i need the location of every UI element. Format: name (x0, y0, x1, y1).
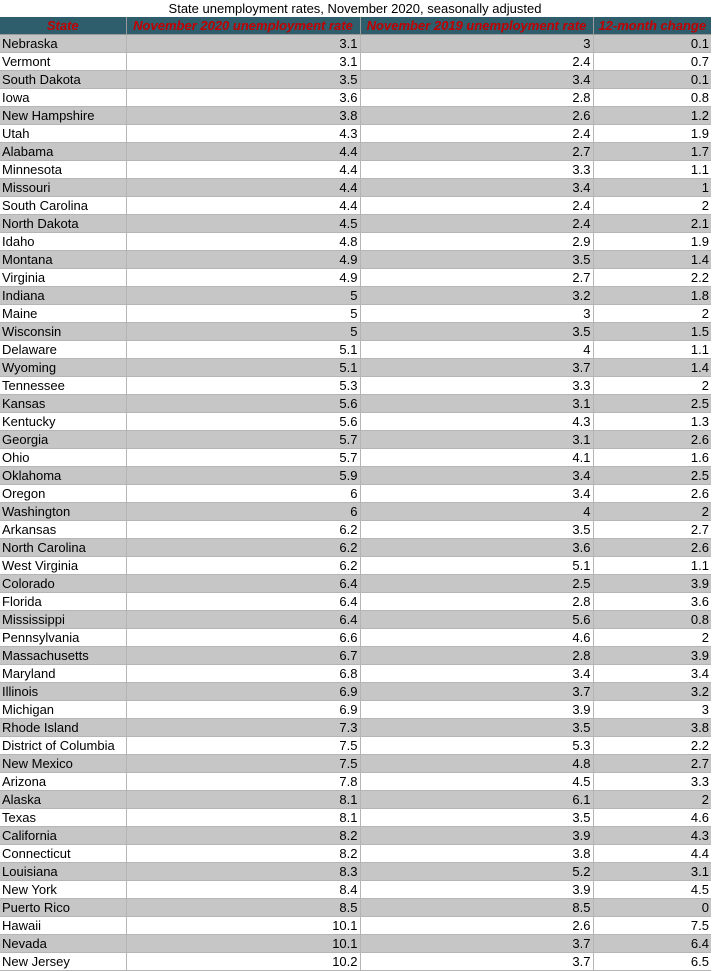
nov-2020-rate-cell: 3.1 (126, 53, 360, 71)
nov-2020-rate-cell: 3.8 (126, 107, 360, 125)
nov-2019-rate-cell: 2.6 (360, 107, 593, 125)
change-cell: 2.5 (593, 467, 711, 485)
table-row (0, 179, 711, 197)
table-row (0, 647, 711, 665)
nov-2019-rate-cell: 2.4 (360, 197, 593, 215)
state-cell: Idaho (0, 233, 126, 251)
state-cell: Nebraska (0, 35, 126, 53)
change-cell: 2.7 (593, 755, 711, 773)
change-cell: 2.6 (593, 431, 711, 449)
state-cell: Kentucky (0, 413, 126, 431)
table-row (0, 467, 711, 485)
table-row (0, 125, 711, 143)
nov-2020-rate-cell: 4.3 (126, 125, 360, 143)
table-row (0, 377, 711, 395)
table-title: State unemployment rates, November 2020, seasonally adjusted (168, 1, 542, 16)
nov-2020-rate-cell: 4.9 (126, 251, 360, 269)
change-cell: 0.8 (593, 89, 711, 107)
nov-2020-rate-cell: 6.8 (126, 665, 360, 683)
state-cell: Oklahoma (0, 467, 126, 485)
nov-2020-rate-cell: 10.2 (126, 953, 360, 971)
state-cell: Virginia (0, 269, 126, 287)
change-cell: 4.5 (593, 881, 711, 899)
table-row (0, 287, 711, 305)
nov-2020-rate-cell: 8.2 (126, 845, 360, 863)
change-cell: 2.2 (593, 737, 711, 755)
table-row (0, 755, 711, 773)
table-row (0, 665, 711, 683)
state-cell: Wisconsin (0, 323, 126, 341)
state-cell: Utah (0, 125, 126, 143)
state-cell: Delaware (0, 341, 126, 359)
nov-2019-rate-cell: 2.4 (360, 125, 593, 143)
change-cell: 4.4 (593, 845, 711, 863)
table-row (0, 917, 711, 935)
change-cell: 3 (593, 701, 711, 719)
change-cell: 1.5 (593, 323, 711, 341)
change-cell: 4.3 (593, 827, 711, 845)
state-cell: Pennsylvania (0, 629, 126, 647)
nov-2019-rate-cell: 3.9 (360, 881, 593, 899)
nov-2020-rate-cell: 5.6 (126, 413, 360, 431)
state-cell: Arkansas (0, 521, 126, 539)
change-cell: 6.5 (593, 953, 711, 971)
nov-2020-rate-cell: 6 (126, 485, 360, 503)
nov-2019-rate-cell: 3.4 (360, 485, 593, 503)
state-cell: North Dakota (0, 215, 126, 233)
nov-2020-rate-cell: 4.4 (126, 161, 360, 179)
table-row (0, 269, 711, 287)
table-row (0, 107, 711, 125)
table-row (0, 719, 711, 737)
table-row (0, 359, 711, 377)
change-cell: 2 (593, 629, 711, 647)
nov-2019-rate-cell: 6.1 (360, 791, 593, 809)
table-row (0, 233, 711, 251)
nov-2019-rate-cell: 2.9 (360, 233, 593, 251)
nov-2019-rate-cell: 3.1 (360, 395, 593, 413)
nov-2020-rate-cell: 5 (126, 305, 360, 323)
table-row (0, 341, 711, 359)
table-row (0, 251, 711, 269)
change-cell: 1.9 (593, 233, 711, 251)
nov-2020-rate-cell: 4.9 (126, 269, 360, 287)
nov-2020-rate-cell: 6.4 (126, 611, 360, 629)
table-row (0, 521, 711, 539)
table-row (0, 143, 711, 161)
state-cell: Connecticut (0, 845, 126, 863)
table-row (0, 881, 711, 899)
table-row (0, 557, 711, 575)
nov-2020-rate-cell: 7.5 (126, 755, 360, 773)
change-cell: 1.9 (593, 125, 711, 143)
change-cell: 1.2 (593, 107, 711, 125)
change-cell: 3.4 (593, 665, 711, 683)
change-cell: 1.6 (593, 449, 711, 467)
table-row (0, 953, 711, 971)
nov-2019-rate-cell: 5.6 (360, 611, 593, 629)
nov-2020-rate-cell: 6.2 (126, 521, 360, 539)
state-cell: Georgia (0, 431, 126, 449)
change-cell: 3.9 (593, 647, 711, 665)
state-cell: Wyoming (0, 359, 126, 377)
nov-2020-rate-cell: 8.1 (126, 809, 360, 827)
change-cell: 6.4 (593, 935, 711, 953)
state-cell: Michigan (0, 701, 126, 719)
nov-2019-rate-cell: 3.7 (360, 359, 593, 377)
column-header-12-month-change: 12-month change (593, 17, 711, 35)
nov-2019-rate-cell: 3.2 (360, 287, 593, 305)
nov-2019-rate-cell: 3.5 (360, 323, 593, 341)
state-cell: Louisiana (0, 863, 126, 881)
table-row (0, 485, 711, 503)
change-cell: 0.1 (593, 35, 711, 53)
table-row (0, 395, 711, 413)
nov-2019-rate-cell: 4 (360, 503, 593, 521)
nov-2019-rate-cell: 5.2 (360, 863, 593, 881)
state-cell: Texas (0, 809, 126, 827)
table-row (0, 539, 711, 557)
nov-2020-rate-cell: 5 (126, 287, 360, 305)
nov-2020-rate-cell: 8.3 (126, 863, 360, 881)
change-cell: 0.1 (593, 71, 711, 89)
state-cell: Washington (0, 503, 126, 521)
table-row (0, 899, 711, 917)
table-row (0, 701, 711, 719)
change-cell: 2.6 (593, 485, 711, 503)
nov-2019-rate-cell: 2.7 (360, 143, 593, 161)
header-row (0, 17, 711, 35)
change-cell: 3.6 (593, 593, 711, 611)
nov-2019-rate-cell: 3.5 (360, 719, 593, 737)
nov-2019-rate-cell: 3.5 (360, 809, 593, 827)
nov-2019-rate-cell: 3.4 (360, 665, 593, 683)
nov-2020-rate-cell: 6.2 (126, 557, 360, 575)
state-cell: New Hampshire (0, 107, 126, 125)
nov-2019-rate-cell: 3.9 (360, 827, 593, 845)
state-cell: Missouri (0, 179, 126, 197)
table-row (0, 611, 711, 629)
nov-2019-rate-cell: 3.4 (360, 71, 593, 89)
nov-2019-rate-cell: 3.5 (360, 251, 593, 269)
change-cell: 3.2 (593, 683, 711, 701)
state-cell: South Dakota (0, 71, 126, 89)
nov-2020-rate-cell: 4.4 (126, 143, 360, 161)
table-row (0, 737, 711, 755)
nov-2019-rate-cell: 4.5 (360, 773, 593, 791)
state-cell: Tennessee (0, 377, 126, 395)
state-cell: Ohio (0, 449, 126, 467)
nov-2019-rate-cell: 3 (360, 305, 593, 323)
nov-2019-rate-cell: 3.6 (360, 539, 593, 557)
state-cell: Colorado (0, 575, 126, 593)
nov-2019-rate-cell: 2.6 (360, 917, 593, 935)
change-cell: 1 (593, 179, 711, 197)
nov-2020-rate-cell: 5.3 (126, 377, 360, 395)
change-cell: 2.1 (593, 215, 711, 233)
state-cell: New Jersey (0, 953, 126, 971)
nov-2020-rate-cell: 6.6 (126, 629, 360, 647)
nov-2020-rate-cell: 3.1 (126, 35, 360, 53)
nov-2020-rate-cell: 4.8 (126, 233, 360, 251)
state-cell: Kansas (0, 395, 126, 413)
table-row (0, 323, 711, 341)
table-row (0, 449, 711, 467)
table-row (0, 935, 711, 953)
nov-2020-rate-cell: 5.7 (126, 449, 360, 467)
table-row (0, 71, 711, 89)
change-cell: 1.1 (593, 557, 711, 575)
change-cell: 1.8 (593, 287, 711, 305)
nov-2020-rate-cell: 5 (126, 323, 360, 341)
nov-2020-rate-cell: 5.9 (126, 467, 360, 485)
nov-2020-rate-cell: 5.6 (126, 395, 360, 413)
table-row (0, 845, 711, 863)
nov-2019-rate-cell: 3 (360, 35, 593, 53)
state-cell: North Carolina (0, 539, 126, 557)
change-cell: 3.1 (593, 863, 711, 881)
nov-2020-rate-cell: 6.4 (126, 575, 360, 593)
change-cell: 1.4 (593, 251, 711, 269)
change-cell: 4.6 (593, 809, 711, 827)
nov-2019-rate-cell: 3.8 (360, 845, 593, 863)
state-cell: Indiana (0, 287, 126, 305)
change-cell: 3.3 (593, 773, 711, 791)
table-body (0, 35, 711, 971)
nov-2019-rate-cell: 4.3 (360, 413, 593, 431)
state-cell: Rhode Island (0, 719, 126, 737)
state-cell: Minnesota (0, 161, 126, 179)
change-cell: 2 (593, 305, 711, 323)
table-row (0, 773, 711, 791)
table-row (0, 35, 711, 53)
state-cell: Iowa (0, 89, 126, 107)
change-cell: 3.8 (593, 719, 711, 737)
change-cell: 0 (593, 899, 711, 917)
table-row (0, 503, 711, 521)
table-row (0, 305, 711, 323)
table-row (0, 413, 711, 431)
nov-2020-rate-cell: 7.8 (126, 773, 360, 791)
change-cell: 1.4 (593, 359, 711, 377)
table-row (0, 827, 711, 845)
change-cell: 1.1 (593, 341, 711, 359)
nov-2020-rate-cell: 8.1 (126, 791, 360, 809)
state-cell: Puerto Rico (0, 899, 126, 917)
table-row (0, 593, 711, 611)
change-cell: 2 (593, 791, 711, 809)
change-cell: 2 (593, 503, 711, 521)
nov-2019-rate-cell: 5.3 (360, 737, 593, 755)
table-row (0, 215, 711, 233)
nov-2019-rate-cell: 4.8 (360, 755, 593, 773)
state-cell: New York (0, 881, 126, 899)
nov-2020-rate-cell: 4.4 (126, 197, 360, 215)
column-header-state: State (0, 17, 126, 35)
nov-2019-rate-cell: 3.9 (360, 701, 593, 719)
nov-2020-rate-cell: 6.9 (126, 683, 360, 701)
nov-2019-rate-cell: 3.3 (360, 161, 593, 179)
state-cell: California (0, 827, 126, 845)
state-cell: South Carolina (0, 197, 126, 215)
nov-2019-rate-cell: 2.8 (360, 593, 593, 611)
nov-2019-rate-cell: 2.8 (360, 89, 593, 107)
nov-2020-rate-cell: 10.1 (126, 917, 360, 935)
nov-2020-rate-cell: 5.7 (126, 431, 360, 449)
column-header-nov-2020-rate: November 2020 unemployment rate (126, 17, 360, 35)
change-cell: 1.7 (593, 143, 711, 161)
nov-2019-rate-cell: 3.3 (360, 377, 593, 395)
nov-2020-rate-cell: 5.1 (126, 359, 360, 377)
change-cell: 3.9 (593, 575, 711, 593)
state-cell: Maryland (0, 665, 126, 683)
nov-2020-rate-cell: 8.4 (126, 881, 360, 899)
state-cell: Maine (0, 305, 126, 323)
state-cell: Mississippi (0, 611, 126, 629)
unemployment-table (0, 17, 711, 971)
table-row (0, 431, 711, 449)
nov-2020-rate-cell: 7.5 (126, 737, 360, 755)
state-cell: District of Columbia (0, 737, 126, 755)
nov-2019-rate-cell: 4.1 (360, 449, 593, 467)
nov-2019-rate-cell: 3.7 (360, 953, 593, 971)
state-cell: New Mexico (0, 755, 126, 773)
nov-2020-rate-cell: 3.5 (126, 71, 360, 89)
nov-2019-rate-cell: 3.4 (360, 467, 593, 485)
state-cell: Nevada (0, 935, 126, 953)
state-cell: West Virginia (0, 557, 126, 575)
table-row (0, 89, 711, 107)
nov-2019-rate-cell: 2.5 (360, 575, 593, 593)
nov-2020-rate-cell: 8.5 (126, 899, 360, 917)
table-row (0, 575, 711, 593)
table-row (0, 197, 711, 215)
nov-2020-rate-cell: 5.1 (126, 341, 360, 359)
nov-2020-rate-cell: 6 (126, 503, 360, 521)
state-cell: Oregon (0, 485, 126, 503)
nov-2020-rate-cell: 6.4 (126, 593, 360, 611)
state-cell: Arizona (0, 773, 126, 791)
nov-2020-rate-cell: 8.2 (126, 827, 360, 845)
change-cell: 2.6 (593, 539, 711, 557)
change-cell: 0.8 (593, 611, 711, 629)
state-cell: Alaska (0, 791, 126, 809)
nov-2020-rate-cell: 6.7 (126, 647, 360, 665)
table-row (0, 161, 711, 179)
nov-2019-rate-cell: 5.1 (360, 557, 593, 575)
nov-2019-rate-cell: 2.8 (360, 647, 593, 665)
nov-2020-rate-cell: 3.6 (126, 89, 360, 107)
nov-2020-rate-cell: 4.4 (126, 179, 360, 197)
state-cell: Montana (0, 251, 126, 269)
table-row (0, 809, 711, 827)
nov-2020-rate-cell: 10.1 (126, 935, 360, 953)
table-row (0, 629, 711, 647)
table-row (0, 863, 711, 881)
nov-2019-rate-cell: 3.7 (360, 683, 593, 701)
state-cell: Florida (0, 593, 126, 611)
nov-2020-rate-cell: 6.2 (126, 539, 360, 557)
state-cell: Massachusetts (0, 647, 126, 665)
nov-2020-rate-cell: 7.3 (126, 719, 360, 737)
column-header-nov-2019-rate: November 2019 unemployment rate (360, 17, 593, 35)
nov-2019-rate-cell: 4.6 (360, 629, 593, 647)
nov-2020-rate-cell: 6.9 (126, 701, 360, 719)
state-cell: Hawaii (0, 917, 126, 935)
nov-2019-rate-cell: 2.7 (360, 269, 593, 287)
change-cell: 1.1 (593, 161, 711, 179)
change-cell: 2.2 (593, 269, 711, 287)
change-cell: 0.7 (593, 53, 711, 71)
change-cell: 2.5 (593, 395, 711, 413)
nov-2019-rate-cell: 8.5 (360, 899, 593, 917)
state-cell: Illinois (0, 683, 126, 701)
nov-2019-rate-cell: 4 (360, 341, 593, 359)
nov-2019-rate-cell: 2.4 (360, 53, 593, 71)
change-cell: 2.7 (593, 521, 711, 539)
change-cell: 2 (593, 197, 711, 215)
state-cell: Alabama (0, 143, 126, 161)
table-row (0, 791, 711, 809)
nov-2019-rate-cell: 2.4 (360, 215, 593, 233)
change-cell: 1.3 (593, 413, 711, 431)
table-row (0, 53, 711, 71)
change-cell: 2 (593, 377, 711, 395)
nov-2020-rate-cell: 4.5 (126, 215, 360, 233)
state-cell: Vermont (0, 53, 126, 71)
nov-2019-rate-cell: 3.7 (360, 935, 593, 953)
nov-2019-rate-cell: 3.4 (360, 179, 593, 197)
nov-2019-rate-cell: 3.5 (360, 521, 593, 539)
nov-2019-rate-cell: 3.1 (360, 431, 593, 449)
table-row (0, 683, 711, 701)
change-cell: 7.5 (593, 917, 711, 935)
